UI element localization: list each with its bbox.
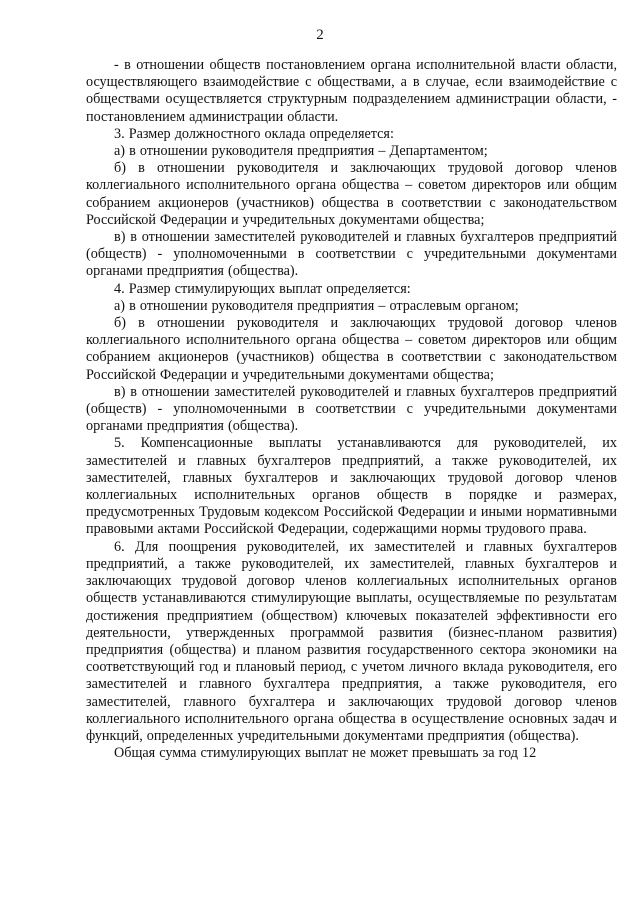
document-body: [86, 57, 617, 762]
paragraph: 5. Компенсационные выплаты устанавливаются для руководителей, их заместителей и главных бухгалтеров предприятий, а также руководителей, их заместителей, главных бухгалтеров и заключающих трудовой договор членов коллегиальных исполнительных органов обществ в порядке и размерах, предусмотренных Трудовым кодексом Российской Федерации и иными нормативными правовыми актами Российской Федерации, содержащими нормы трудового права.: [86, 435, 617, 538]
paragraph: б) в отношении руководителя и заключающих трудовой договор членов коллегиального исполнительного органа общества – советом директоров или общим собранием акционеров (участников) общества в соответствии с законодательством Российской Федерации и учредительных документами общества;: [86, 160, 617, 228]
paragraph: Общая сумма стимулирующих выплат не может превышать за год 12: [114, 745, 537, 762]
paragraph: в) в отношении заместителей руководителей и главных бухгалтеров предприятий (обществ) - уполномоченными в соответствии с учредительными документами органами предприятия (общества).: [86, 383, 617, 435]
page-number: 2: [316, 27, 324, 43]
paragraph: 3. Размер должностного оклада определяется:: [114, 125, 394, 142]
paragraph: - в отношении обществ постановлением органа исполнительной власти области, осуществляющего взаимодействие с обществами, а в случае, если взаимодействие с обществами осуществляется структурным подразделением администрации области, - постановлением администрации области.: [86, 57, 617, 125]
paragraph: а) в отношении руководителя предприятия – отраслевым органом;: [114, 297, 519, 314]
paragraph: б) в отношении руководителя и заключающих трудовой договор членов коллегиального исполнительного органа общества – советом директоров или общим собранием акционеров (участников) общества в соответствии с законодательством Российской Федерации и учредительными документами общества;: [86, 315, 617, 383]
paragraph: а) в отношении руководителя предприятия – Департаментом;: [114, 143, 488, 160]
paragraph: в) в отношении заместителей руководителей и главных бухгалтеров предприятий (обществ) - уполномоченными в соответствии с учредительными документами органами предприятия (общества).: [86, 229, 617, 280]
paragraph: 6. Для поощрения руководителей, их заместителей и главных бухгалтеров предприятий, а также руководителей, их заместителей, главных бухгалтеров и заключающих трудовой договор членов коллегиальных исполнительных органов обществ устанавливаются стимулирующие выплаты, осуществляемые по результатам достижения предприятием (обществом) ключевых показателей эффективности его деятельности, утвержденных программой развития (бизнес-планом развития) предприятия (общества) и планом развития государственного сектора экономики на соответствующий год и плановый период, с учетом личного вклада руководителя, его заместителей и главного бухгалтера предприятия, а также руководителя, его заместителей, главного бухгалтера и заключающих трудовой договор членов коллегиального исполнительного органа общества в осуществление основных задач и функций, определенных учредительными документами предприятия (общества).: [86, 538, 617, 744]
paragraph: 4. Размер стимулирующих выплат определяется:: [114, 280, 411, 297]
